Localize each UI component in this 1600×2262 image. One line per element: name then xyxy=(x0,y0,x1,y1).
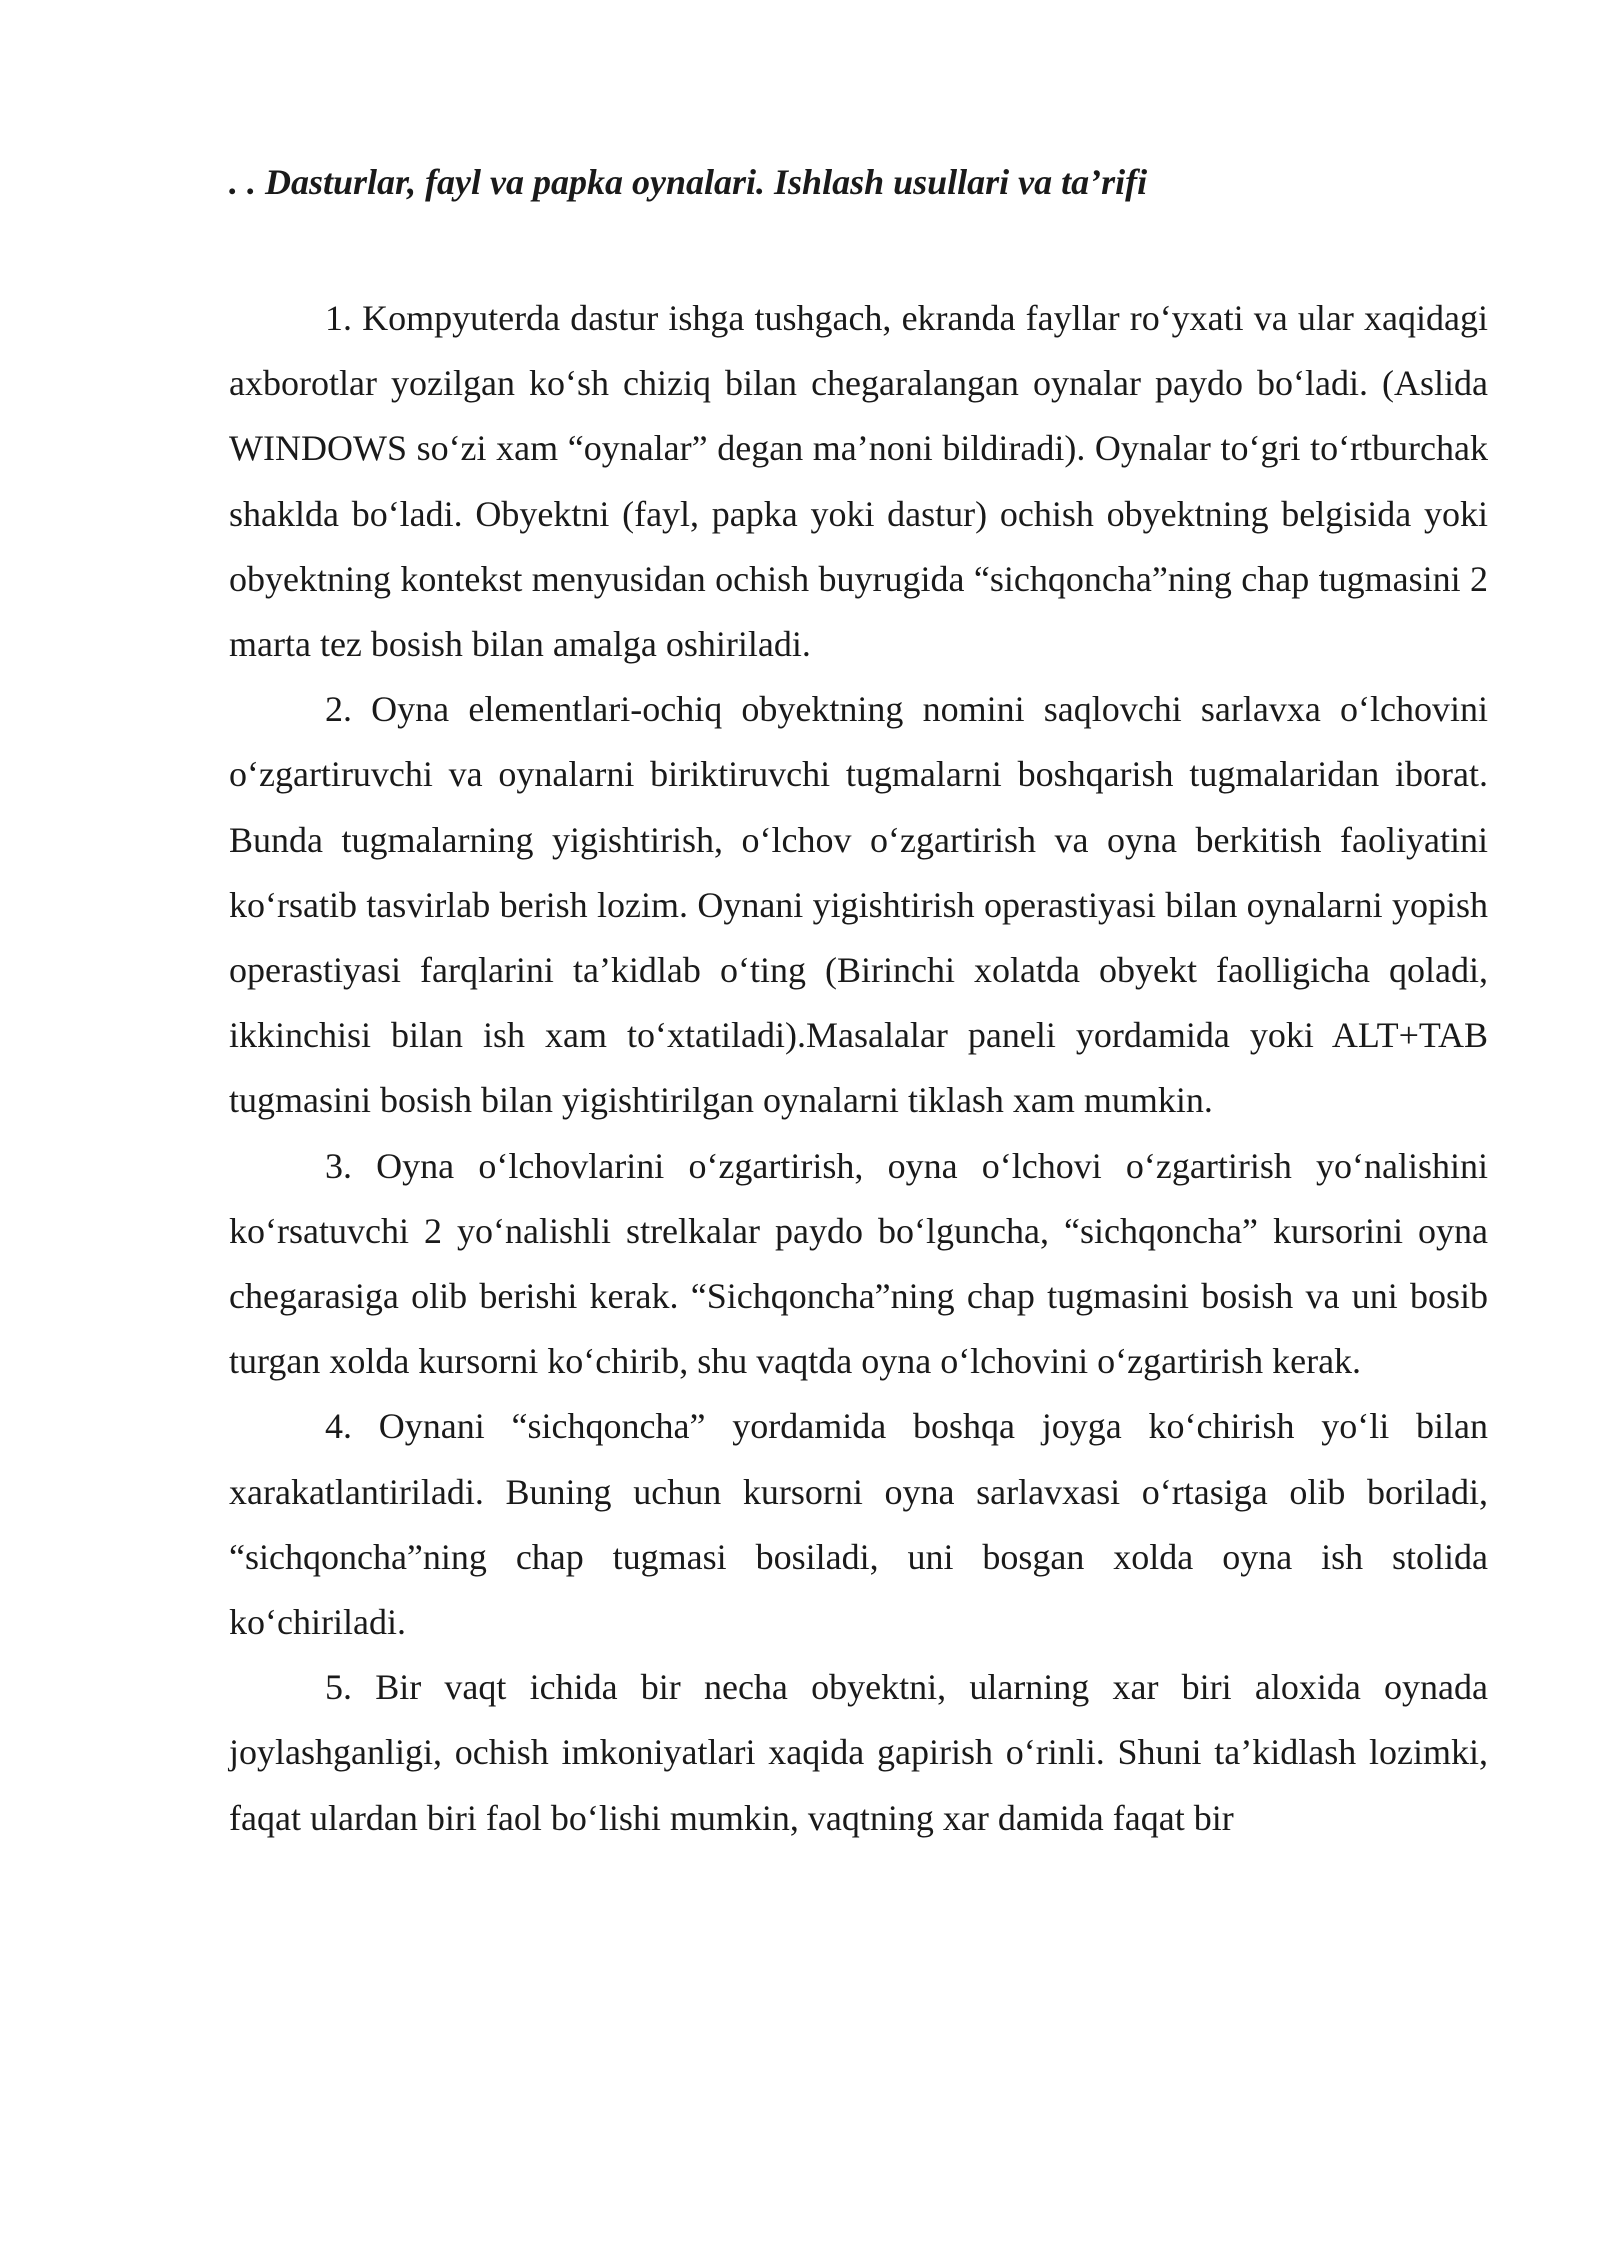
paragraph-3: 3. Oyna o‘lchovlarini o‘zgartirish, oyna o‘lchovi o‘zgartirish yo‘nalishini ko‘rsatuvchi 2 yo‘nalishli strelkalar paydo bo‘lguncha, “sichqoncha” kursorini oyna chegarasiga olib berishi kerak. “Sichqoncha”ning chap tugmasini bosish va uni bosib turgan xolda kursorni ko‘chirib, shu vaqtda oyna o‘lchovini o‘zgartirish kerak. xyxy=(229,1145,1488,1382)
paragraph-2: 2. Oyna elementlari-ochiq obyektning nomini saqlovchi sarlavxa o‘lchovini o‘zgartiruvchi va oynalarni biriktiruvchi tugmalarni boshqarish tugmalaridan iborat. Bunda tugmalarning yigishtirish, o‘lchov o‘zgartirish va oyna berkitish faoliyatini ko‘rsatib tasvirlab berish lozim. Oynani yigishtirish operastiyasi bilan oynalarni yopish operastiyasi farqlarini ta’kidlab o‘ting (Birinchi xolatda obyekt faolligicha qoladi, ikkinchisi bilan ish xam to‘xtatiladi).Masalalar paneli yordamida yoki ALT+TAB tugmasini bosish bilan yigishtirilgan oynalarni tiklash xam mumkin. xyxy=(229,689,1488,1121)
paragraph-5: 5. Bir vaqt ichida bir necha obyektni, ularning xar biri aloxida oynada joylashganligi, ochish imkoniyatlari xaqida gapirish o‘rinli. Shuni ta’kidlash lozimki, faqat ulardan biri faol bo‘lishi mumkin, vaqtning xar damida faqat bir xyxy=(229,1667,1488,1838)
paragraph-4: 4. Oynani “sichqoncha” yordamida boshqa joyga ko‘chirish yo‘li bilan xarakatlantiriladi. Buning uchun kursorni oyna sarlavxasi o‘rtasiga olib boriladi, “sichqoncha”ning chap tugmasi bosiladi, uni bosgan xolda oyna ish stolida ko‘chiriladi. xyxy=(229,1406,1488,1643)
document-heading: . . Dasturlar, fayl va papka oynalari. Ishlash usullari va ta’rifi xyxy=(229,162,1148,202)
document-body xyxy=(229,286,1488,1851)
paragraph-1: 1. Kompyuterda dastur ishga tushgach, ekranda fayllar ro‘yxati va ular xaqidagi axborotlar yozilgan ko‘sh chiziq bilan chegaralangan oynalar paydo bo‘ladi. (Aslida WINDOWS so‘zi xam “oynalar” degan ma’noni bildiradi). Oynalar to‘gri to‘rtburchak shaklda bo‘ladi. Obyektni (fayl, papka yoki dastur) ochish obyektning belgisida yoki obyektning kontekst menyusidan ochish buyrugida “sichqoncha”ning chap tugmasini 2 marta tez bosish bilan amalga oshiriladi. xyxy=(229,298,1488,665)
